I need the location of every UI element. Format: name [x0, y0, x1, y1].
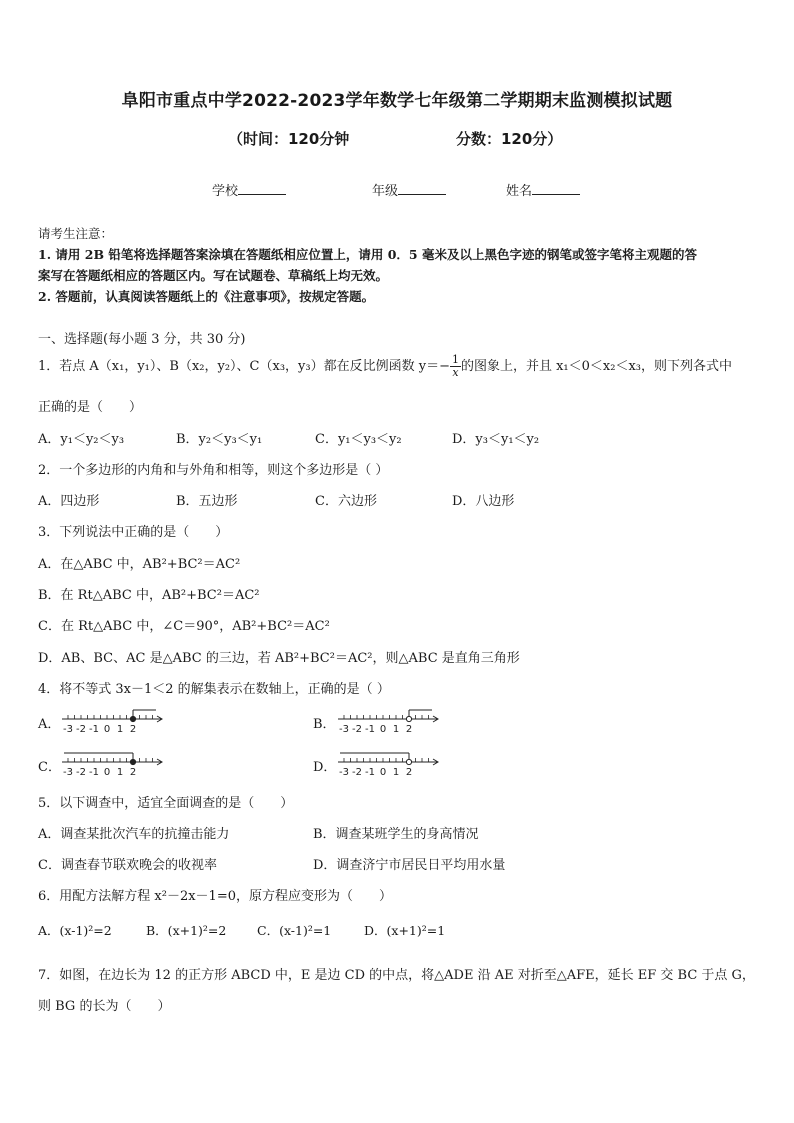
tick-label: -3 [63, 767, 73, 778]
question-1-stem-cont: 正确的是（ ） [38, 400, 143, 415]
tick-label: -3 [339, 767, 349, 778]
number-line-axis [338, 716, 438, 722]
notice-line-2: 案写在答题纸相应的答题区内。写在试题卷、草稿纸上均无效。 [38, 268, 389, 283]
tick-label: -1 [89, 767, 99, 778]
number-line-c [60, 747, 166, 781]
school-label: 学校 [212, 184, 239, 199]
tick-label: 2 [129, 724, 137, 735]
q2-option-a[interactable]: A．四边形 [38, 494, 100, 509]
number-line-axis [338, 759, 438, 765]
notice-line-1: 1. 请用 2B 铅笔将选择题答案涂填在答题纸相应位置上，请用 0．5 毫米及以上黑色字迹的钢笔或签字笔将主观题的答 [38, 247, 697, 262]
tick-label: -3 [339, 724, 349, 735]
tick-label: -2 [352, 767, 362, 778]
number-line-d [336, 747, 442, 781]
question-3-stem: 3．下列说法中正确的是（ ） [38, 525, 229, 540]
q1-option-c[interactable]: C．y₁＜y₃＜y₂ [315, 432, 402, 447]
tick-label: -1 [89, 724, 99, 735]
name-label: 姓名 [506, 184, 533, 199]
tick-label: 2 [405, 767, 413, 778]
exam-title: 阜阳市重点中学2022-2023学年数学七年级第二学期期末监测模拟试题 [121, 91, 673, 111]
tick-label: 1 [392, 767, 400, 778]
q5-option-a[interactable]: A．调查某批次汽车的抗撞击能力 [38, 827, 230, 842]
q4-option-c[interactable]: C． [38, 760, 61, 775]
question-7-stem-cont: 则 BG 的长为（ ） [38, 999, 171, 1014]
q1-stem-part-a: 1．若点 A（x₁，y₁）、B（x₂，y₂）、C（x₃，y₃）都在反比例函数 y＝− [38, 359, 450, 374]
grade-blank[interactable] [398, 182, 446, 195]
q4-option-d[interactable]: D． [313, 760, 337, 775]
notice-line-3: 2. 答题前，认真阅读答题纸上的《注意事项》，按规定答题。 [38, 289, 375, 304]
tick-label: 1 [392, 724, 400, 735]
q3-option-a[interactable]: A．在△ABC 中，AB²+BC²＝AC² [38, 557, 241, 572]
tick-label: 0 [379, 767, 387, 778]
q4-option-a[interactable]: A． [38, 717, 61, 732]
tick-label: 0 [103, 767, 111, 778]
tick-label: -2 [352, 724, 362, 735]
question-5-stem: 5．以下调查中，适宜全面调查的是（ ） [38, 796, 294, 811]
tick-label: 1 [116, 767, 124, 778]
q3-option-c[interactable]: C．在 Rt△ABC 中，∠C＝90°，AB²+BC²＝AC² [38, 619, 330, 634]
question-1-stem [38, 354, 732, 379]
tick-label: -2 [76, 724, 86, 735]
q5-option-b[interactable]: B．调查某班学生的身高情况 [313, 827, 479, 842]
question-6-stem: 6．用配方法解方程 x²－2x－1=0，原方程应变形为（ ） [38, 889, 392, 904]
name-blank[interactable] [532, 182, 580, 195]
notice-heading: 请考生注意： [38, 226, 114, 241]
question-4-stem: 4．将不等式 3x－1＜2 的解集表示在数轴上，正确的是（ ） [38, 682, 390, 697]
q1-option-d[interactable]: D．y₃＜y₁＜y₂ [452, 432, 540, 447]
solid-endpoint-dot [130, 759, 135, 764]
q6-option-b[interactable]: B．(x+1)²=2 [146, 923, 227, 938]
q2-option-c[interactable]: C．六边形 [315, 494, 377, 509]
q5-option-c[interactable]: C．调查春节联欢晚会的收视率 [38, 858, 217, 873]
tick-label: 2 [405, 724, 413, 735]
number-line-axis [62, 716, 162, 722]
tick-label: -1 [365, 724, 375, 735]
tick-label: -3 [63, 724, 73, 735]
question-7-stem: 7．如图，在边长为 12 的正方形 ABCD 中，E 是边 CD 的中点，将△ADE 沿 AE 对折至△AFE，延长 EF 交 BC 于点 G， [38, 968, 755, 983]
school-blank[interactable] [238, 182, 286, 195]
tick-label: -1 [365, 767, 375, 778]
q3-option-d[interactable]: D．AB、BC、AC 是△ABC 的三边，若 AB²+BC²＝AC²，则△ABC 是直角三角形 [38, 651, 520, 666]
question-2-stem: 2．一个多边形的内角和与外角和相等，则这个多边形是（ ） [38, 463, 389, 478]
q1-option-a[interactable]: A．y₁＜y₂＜y₃ [38, 432, 125, 447]
tick-label: 2 [129, 767, 137, 778]
q4-option-b[interactable]: B． [313, 717, 336, 732]
q6-option-d[interactable]: D．(x+1)²=1 [364, 923, 446, 938]
q6-option-a[interactable]: A．(x-1)²=2 [38, 923, 112, 938]
q3-option-b[interactable]: B．在 Rt△ABC 中，AB²+BC²＝AC² [38, 588, 260, 603]
q1-option-b[interactable]: B．y₂＜y₃＜y₁ [176, 432, 263, 447]
grade-label: 年级 [372, 184, 399, 199]
q2-option-d[interactable]: D．八边形 [452, 494, 515, 509]
solid-endpoint-dot [130, 716, 135, 721]
q5-option-d[interactable]: D．调查济宁市居民日平均用水量 [313, 858, 506, 873]
hollow-endpoint-dot [406, 759, 411, 764]
name-field [506, 180, 580, 199]
tick-label: 1 [116, 724, 124, 735]
exam-time: （时间：120分钟 [228, 130, 350, 148]
number-line-a [60, 704, 166, 738]
exam-score: 分数：120分） [456, 130, 563, 148]
school-field [212, 180, 286, 199]
tick-label: 0 [103, 724, 111, 735]
section-heading: 一、选择题(每小题 3 分，共 30 分) [38, 332, 246, 347]
q6-option-c[interactable]: C．(x-1)²=1 [257, 923, 332, 938]
grade-field [372, 180, 446, 199]
number-line-b [336, 704, 442, 738]
number-line-axis [62, 759, 162, 765]
q2-option-b[interactable]: B．五边形 [176, 494, 238, 509]
q1-fraction: $\frac{1}{x}$ [451, 353, 459, 379]
tick-label: 0 [379, 724, 387, 735]
q1-stem-part-b: 的图象上，并且 x₁＜0＜x₂＜x₃，则下列各式中 [460, 359, 733, 374]
hollow-endpoint-dot [406, 716, 411, 721]
tick-label: -2 [76, 767, 86, 778]
